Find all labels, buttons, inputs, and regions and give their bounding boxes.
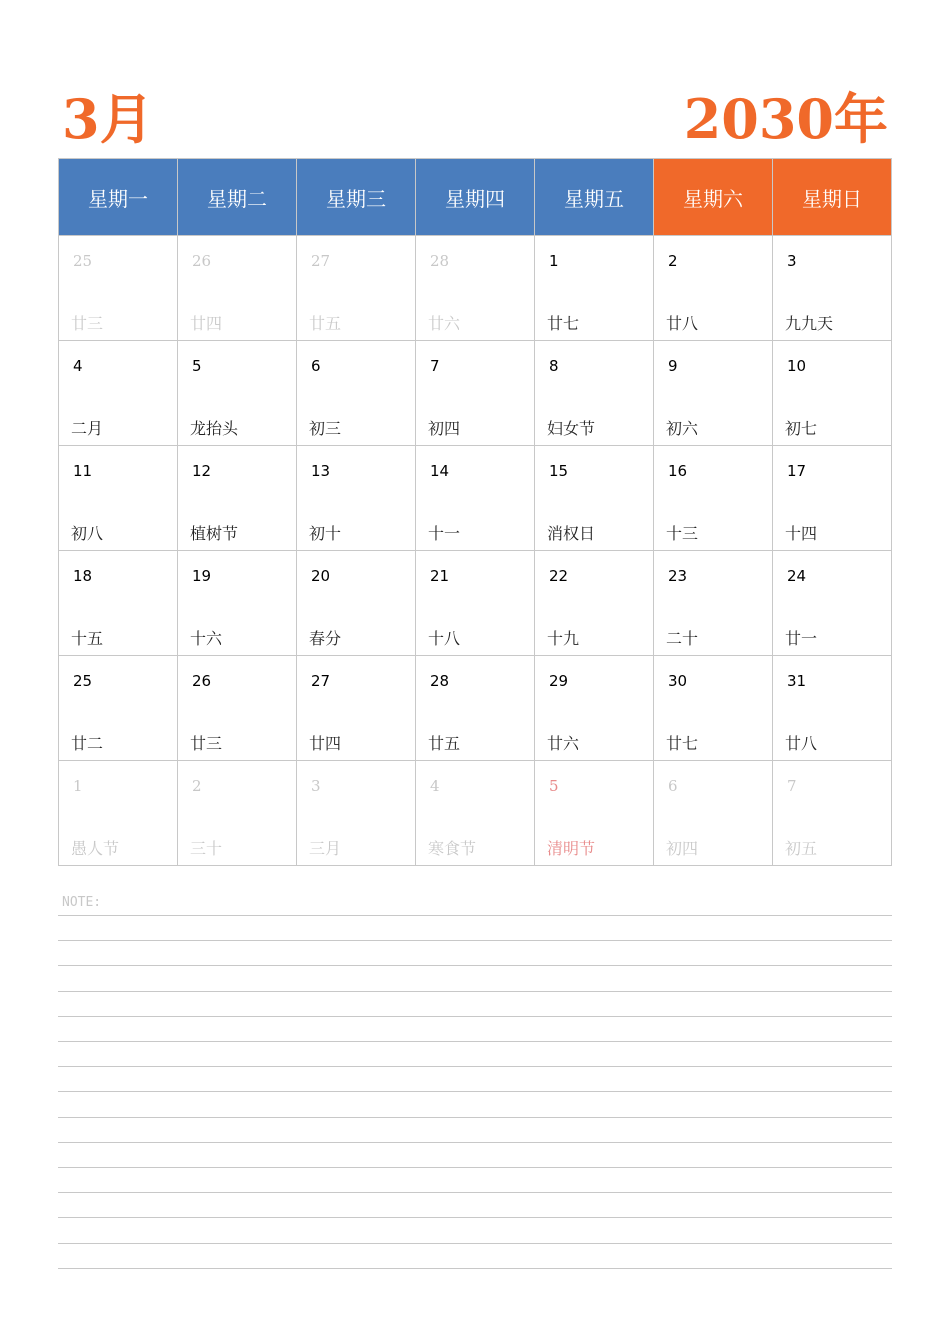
- day-number: 6: [311, 357, 321, 375]
- note-line[interactable]: [58, 1167, 892, 1168]
- day-cell[interactable]: [178, 656, 297, 761]
- day-number: 24: [787, 567, 807, 585]
- weekday-header-fri: 星期五: [535, 159, 654, 236]
- weekday-header-thu: 星期四: [416, 159, 535, 236]
- lunar-date: 十六: [190, 629, 223, 648]
- lunar-date: 初六: [666, 419, 699, 438]
- day-cell[interactable]: [178, 341, 297, 446]
- day-number: 27: [311, 252, 331, 270]
- day-number: 2: [668, 252, 678, 270]
- day-cell[interactable]: [416, 236, 535, 341]
- day-cell[interactable]: [773, 341, 892, 446]
- day-number: 3: [311, 777, 321, 795]
- week-row: [59, 236, 892, 341]
- day-cell[interactable]: [535, 341, 654, 446]
- month-title: 3月: [62, 87, 154, 151]
- lunar-date: 廿五: [428, 734, 461, 753]
- day-number: 1: [73, 777, 83, 795]
- lunar-date: 寒食节: [428, 839, 477, 858]
- day-cell[interactable]: [416, 551, 535, 656]
- note-line[interactable]: [58, 1091, 892, 1092]
- note-line[interactable]: [58, 1142, 892, 1143]
- day-cell[interactable]: [59, 341, 178, 446]
- note-line[interactable]: [58, 940, 892, 941]
- weekday-header-row: [59, 159, 892, 236]
- day-number: 7: [787, 777, 797, 795]
- lunar-date: 三月: [309, 839, 342, 858]
- note-line[interactable]: [58, 1016, 892, 1017]
- day-number: 25: [73, 252, 93, 270]
- day-cell[interactable]: [297, 446, 416, 551]
- weekday-header-sun: 星期日: [773, 159, 892, 236]
- calendar-body: [59, 236, 892, 866]
- day-cell[interactable]: [416, 656, 535, 761]
- lunar-date: 初四: [666, 839, 699, 858]
- day-number: 5: [549, 777, 559, 795]
- day-cell[interactable]: [535, 446, 654, 551]
- day-cell[interactable]: [654, 761, 773, 866]
- lunar-date: 廿四: [309, 734, 342, 753]
- note-line[interactable]: [58, 1066, 892, 1067]
- lunar-date: 廿八: [785, 734, 818, 753]
- note-line[interactable]: [58, 915, 892, 916]
- calendar-grid: [58, 158, 892, 866]
- week-row: [59, 761, 892, 866]
- lunar-date: 十八: [428, 629, 461, 648]
- day-number: 13: [311, 462, 331, 480]
- day-number: 25: [73, 672, 93, 690]
- day-number: 16: [668, 462, 688, 480]
- lunar-date: 廿六: [547, 734, 580, 753]
- lunar-date: 二十: [666, 629, 699, 648]
- day-number: 20: [311, 567, 331, 585]
- day-cell[interactable]: [654, 446, 773, 551]
- lunar-date: 初四: [428, 419, 461, 438]
- day-number: 1: [549, 252, 559, 270]
- day-cell[interactable]: [535, 761, 654, 866]
- weekday-header-sat: 星期六: [654, 159, 773, 236]
- day-number: 28: [430, 672, 450, 690]
- lunar-date: 十一: [428, 524, 461, 543]
- day-number: 12: [192, 462, 212, 480]
- day-cell[interactable]: [654, 341, 773, 446]
- lunar-date: 廿六: [428, 314, 461, 333]
- lunar-date: 春分: [309, 629, 342, 648]
- day-cell[interactable]: [535, 551, 654, 656]
- day-number: 26: [192, 252, 212, 270]
- year-title: 2030年: [683, 87, 888, 151]
- lunar-date: 廿七: [547, 314, 580, 333]
- day-cell[interactable]: [59, 551, 178, 656]
- lunar-date: 十九: [547, 629, 580, 648]
- lunar-date: 初三: [309, 419, 342, 438]
- day-number: 5: [192, 357, 202, 375]
- day-cell[interactable]: [59, 761, 178, 866]
- day-cell[interactable]: [178, 236, 297, 341]
- lunar-date: 初十: [309, 524, 342, 543]
- lunar-date: 十三: [666, 524, 699, 543]
- week-row: [59, 341, 892, 446]
- day-number: 28: [430, 252, 450, 270]
- day-cell[interactable]: [178, 446, 297, 551]
- lunar-date: 廿八: [666, 314, 699, 333]
- day-cell[interactable]: [773, 236, 892, 341]
- day-cell[interactable]: [297, 656, 416, 761]
- day-number: 14: [430, 462, 450, 480]
- lunar-date: 清明节: [547, 839, 596, 858]
- day-number: 3: [787, 252, 797, 270]
- lunar-date: 廿四: [190, 314, 223, 333]
- day-number: 29: [549, 672, 569, 690]
- lunar-date: 十五: [71, 629, 104, 648]
- note-line[interactable]: [58, 1192, 892, 1193]
- lunar-date: 消权日: [547, 524, 596, 543]
- day-cell[interactable]: [773, 656, 892, 761]
- lunar-date: 初七: [785, 419, 818, 438]
- note-line[interactable]: [58, 1041, 892, 1042]
- lunar-date: 廿三: [190, 734, 223, 753]
- lunar-date: 廿七: [666, 734, 699, 753]
- lunar-date: 廿五: [309, 314, 342, 333]
- day-number: 2: [192, 777, 202, 795]
- lunar-date: 植树节: [190, 524, 239, 543]
- day-cell[interactable]: [59, 446, 178, 551]
- day-cell[interactable]: [416, 341, 535, 446]
- day-cell[interactable]: [535, 656, 654, 761]
- lunar-date: 妇女节: [547, 419, 596, 438]
- day-cell[interactable]: [178, 761, 297, 866]
- day-number: 4: [430, 777, 440, 795]
- day-number: 18: [73, 567, 93, 585]
- day-cell[interactable]: [297, 551, 416, 656]
- day-number: 31: [787, 672, 807, 690]
- lunar-date: 三十: [190, 839, 223, 858]
- weekday-header-wed: 星期三: [297, 159, 416, 236]
- weekday-header-mon: 星期一: [59, 159, 178, 236]
- day-number: 17: [787, 462, 807, 480]
- day-cell[interactable]: [416, 446, 535, 551]
- note-line[interactable]: [58, 1243, 892, 1244]
- note-line[interactable]: [58, 965, 892, 966]
- day-number: 22: [549, 567, 569, 585]
- week-row: [59, 446, 892, 551]
- day-number: 7: [430, 357, 440, 375]
- day-number: 19: [192, 567, 212, 585]
- day-number: 30: [668, 672, 688, 690]
- lunar-date: 廿三: [71, 314, 104, 333]
- day-number: 10: [787, 357, 807, 375]
- day-cell[interactable]: [773, 446, 892, 551]
- day-cell[interactable]: [773, 551, 892, 656]
- day-number: 27: [311, 672, 331, 690]
- lunar-date: 廿一: [785, 629, 818, 648]
- lunar-date: 廿二: [71, 734, 104, 753]
- note-line[interactable]: [58, 1117, 892, 1118]
- note-line[interactable]: [58, 1268, 892, 1269]
- note-line[interactable]: [58, 1217, 892, 1218]
- day-cell[interactable]: [773, 761, 892, 866]
- lunar-date: 初五: [785, 839, 818, 858]
- day-cell[interactable]: [654, 656, 773, 761]
- weekday-header-tue: 星期二: [178, 159, 297, 236]
- lunar-date: 初八: [71, 524, 104, 543]
- day-number: 26: [192, 672, 212, 690]
- day-number: 15: [549, 462, 569, 480]
- day-cell[interactable]: [535, 236, 654, 341]
- week-row: [59, 551, 892, 656]
- day-cell[interactable]: [297, 761, 416, 866]
- note-line[interactable]: [58, 991, 892, 992]
- day-cell[interactable]: [297, 236, 416, 341]
- day-cell[interactable]: [297, 341, 416, 446]
- lunar-date: 十四: [785, 524, 818, 543]
- day-cell[interactable]: [654, 236, 773, 341]
- lunar-date: 龙抬头: [190, 419, 239, 438]
- lunar-date: 愚人节: [71, 839, 120, 858]
- day-cell[interactable]: [178, 551, 297, 656]
- day-number: 9: [668, 357, 678, 375]
- notes-label: NOTE:: [62, 895, 102, 910]
- lunar-date: 九九天: [785, 314, 834, 333]
- day-cell[interactable]: [59, 656, 178, 761]
- day-number: 21: [430, 567, 450, 585]
- day-number: 8: [549, 357, 559, 375]
- day-number: 4: [73, 357, 83, 375]
- day-cell[interactable]: [59, 236, 178, 341]
- day-number: 23: [668, 567, 688, 585]
- day-number: 11: [73, 462, 93, 480]
- day-cell[interactable]: [654, 551, 773, 656]
- week-row: [59, 656, 892, 761]
- day-cell[interactable]: [416, 761, 535, 866]
- day-number: 6: [668, 777, 678, 795]
- lunar-date: 二月: [71, 419, 104, 438]
